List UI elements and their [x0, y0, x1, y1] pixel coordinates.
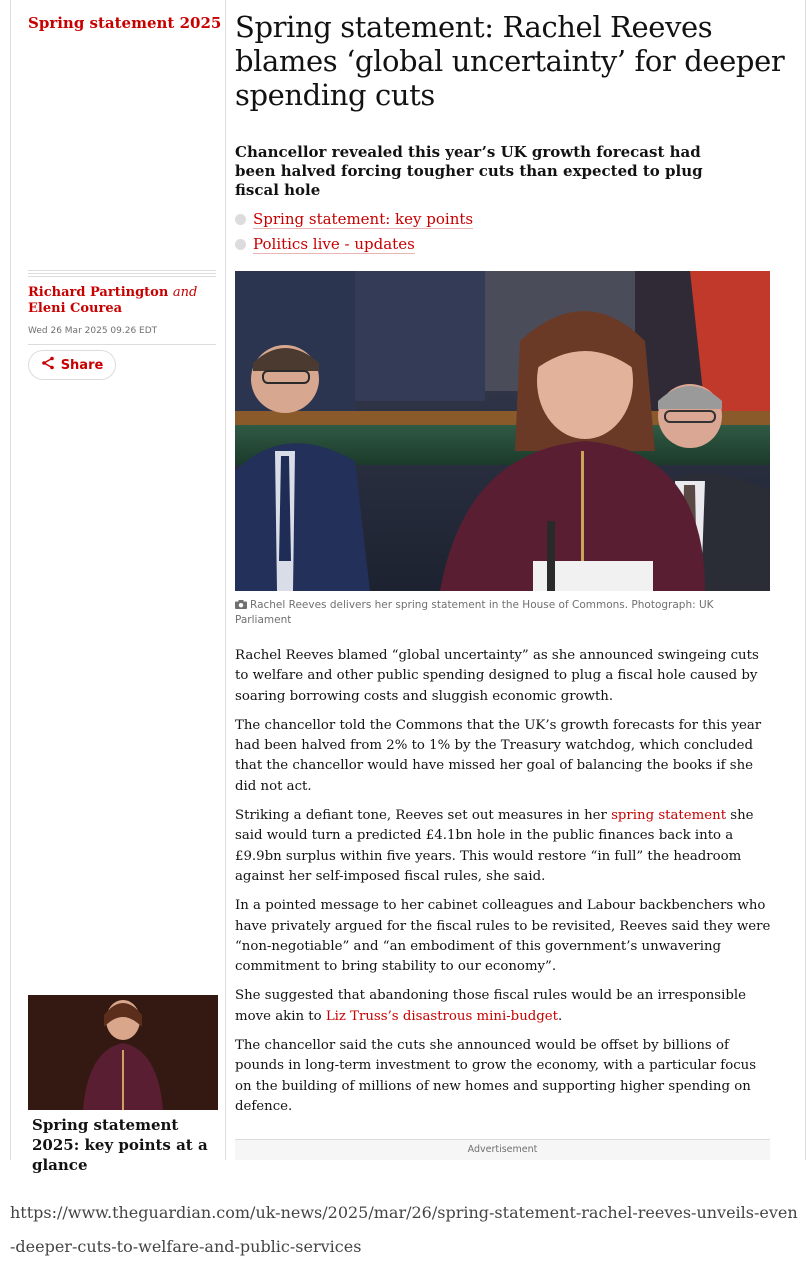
share-label: Share	[60, 357, 104, 373]
camera-icon	[235, 600, 247, 609]
related-link-key-points[interactable]: Spring statement: key points	[253, 210, 474, 228]
photo-caption	[235, 598, 755, 628]
article-headline: Spring statement: Rachel Reeves blames ‘global uncertainty’ for deeper spending cuts	[235, 10, 785, 112]
related-item	[235, 207, 735, 232]
byline-conjunction: and	[172, 285, 198, 300]
author-link[interactable]: Richard Partington	[28, 285, 169, 300]
paragraph-text: she said would turn a predicted £4.1bn hole in the public finances back into a £9.9bn surplus within five years. This would restore “in full” the headroom against her self-imposed fiscal rules, she said.	[235, 808, 754, 884]
related-item	[235, 232, 735, 257]
bullet-icon	[235, 239, 246, 250]
byline-divider	[28, 270, 216, 279]
source-url[interactable]: https://www.theguardian.com/uk-news/2025/mar/26/spring-statement-rachel-reeves-unveils-even-deeper-cuts-to-welfare-and-public-services	[10, 1203, 798, 1256]
paragraph: The chancellor said the cuts she announced would be offset by billions of pounds in long-term investment to grow the economy, with a particular focus on the building of millions of new homes and supporting higher spending on defence.	[235, 1038, 757, 1114]
publish-date: Wed 26 Mar 2025 09.26 EDT	[28, 326, 158, 336]
link-liz-truss-mini-budget[interactable]: Liz Truss’s disastrous mini-budget	[325, 1008, 558, 1024]
share-button[interactable]	[28, 350, 116, 380]
paragraph: Rachel Reeves blamed “global uncertainty” as she announced swingeing cuts to welfare and other public spending designed to plug a fiscal hole caused by soaring borrowing costs and sluggish economic growth.	[235, 648, 759, 704]
paragraph	[235, 986, 775, 1027]
advertisement-label: Advertisement	[235, 1139, 770, 1160]
related-card-title[interactable]: Spring statement 2025: key points at a glance	[32, 1116, 208, 1174]
divider	[28, 344, 216, 345]
byline	[28, 285, 218, 317]
house-of-commons-photo	[235, 271, 770, 591]
rachel-reeves-thumbnail	[28, 995, 218, 1110]
related-links	[235, 207, 735, 257]
section-kicker[interactable]: Spring statement 2025	[28, 14, 222, 32]
related-link-politics-live[interactable]: Politics live - updates	[253, 235, 415, 253]
paragraph: The chancellor told the Commons that the UK’s growth forecasts for this year had been halved from 2% to 1% by the Treasury watchdog, which concluded that the chancellor would have missed her goal of balancing the books if she did not act.	[235, 717, 762, 794]
paragraph-text: She suggested that abandoning those fiscal rules would be an irresponsible move akin to	[235, 988, 746, 1024]
article-body	[235, 646, 775, 1126]
caption-text: Rachel Reeves delivers her spring statement in the House of Commons. Photograph: UK Parliament	[235, 599, 714, 626]
paragraph	[235, 806, 775, 887]
paragraph-text: .	[558, 1008, 563, 1024]
link-spring-statement[interactable]: spring statement	[611, 808, 727, 824]
related-card-image[interactable]	[28, 995, 218, 1110]
paragraph-text: Striking a defiant tone, Reeves set out measures in her	[235, 808, 612, 824]
standfirst: Chancellor revealed this year’s UK growth forecast had been halved forcing tougher cuts than expected to plug fiscal hole	[235, 143, 703, 199]
column-divider	[225, 0, 226, 1160]
paragraph: In a pointed message to her cabinet colleagues and Labour backbenchers who have privately argued for the fiscal rules to be revisited, Reeves said they were “non-negotiable” and “an embodiment of this government’s unwavering commitment to bring stability to our economy”.	[235, 898, 771, 975]
bullet-icon	[235, 214, 246, 225]
share-icon	[41, 356, 55, 374]
author-link[interactable]: Eleni Courea	[28, 301, 123, 316]
main-photo[interactable]	[235, 271, 770, 591]
